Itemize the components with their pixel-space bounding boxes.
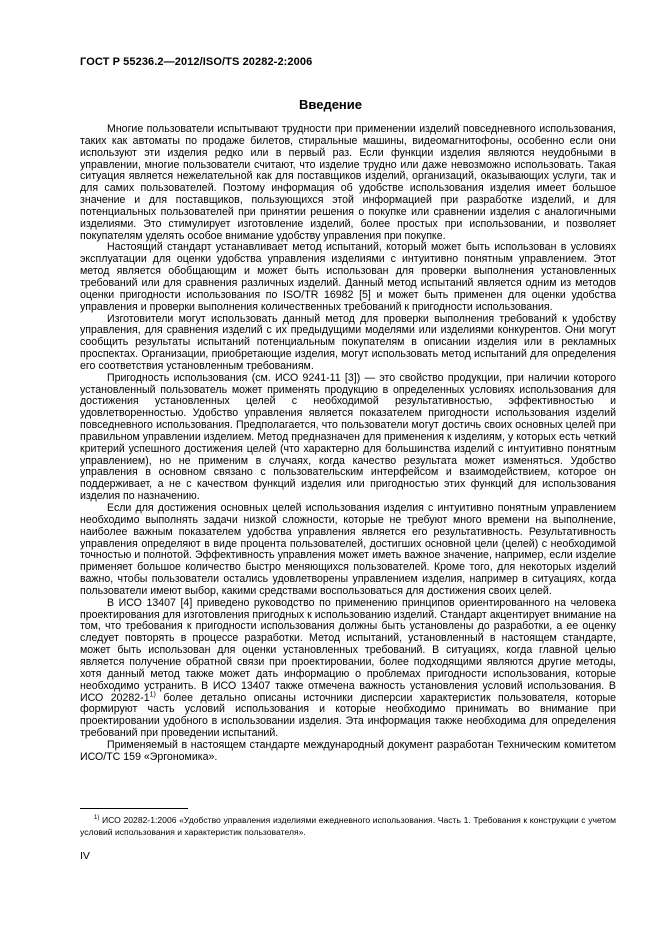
section-title: Введение <box>299 97 362 112</box>
footnote-divider <box>80 808 188 809</box>
document-header: ГОСТ Р 55236.2—2012/ISO/TS 20282-2:2006 <box>80 56 313 68</box>
paragraph: Настоящий стандарт устанавливает метод испытаний, который может быть использован в условиях эксплуатации для оценки удобства управления изделиями с интуитивно понятным управлением. Этот метод является обобщающим и может быть использован для проверки выполнения установленных требований или для сравнения различных изделий. Данный метод испытаний является одним из методов оценки пригодности использования по ISO/TR 16982 [5] и может быть применен для оценки удобства управления и проверки выполнения количественных требований к пригодности использования. <box>80 241 616 313</box>
footnote-text: ИСО 20282-1:2006 «Удобство управления изделиями ежедневного использования. Часть 1. Требования к конструкции с учетом условий использования и характеристик пользователя». <box>80 815 616 837</box>
page-number: IV <box>80 850 90 862</box>
paragraph-text: В ИСО 13407 [4] приведено руководство по применению принципов ориентированного на человека проектирования для изготовления пригодных к использованию изделий. Стандарт акцентирует внимание на том, что требования к пригодности использования должны быть установлены до разработки, а ее оценку следует повторять в процессе разработки. Метод испытаний, установленный в настоящем стандарте, может быть использован для оценки установленных требований. В ситуациях, когда главной целью является получение обратной связи при проектировании, более подходящими являются другие методы, хотя данный метод также может дать информацию о проблемах пригодности использования, которые необходимо устранить. В ИСО 13407 также отмечена важность установления условий использования. В ИСО 20282-1 <box>80 596 616 704</box>
paragraph: Изготовители могут использовать данный метод для проверки выполнения требований к удобству управления, для сравнения изделий с их предыдущими моделями или изделиями конкурентов. Они могут сообщить результаты испытаний потенциальным покупателям в описании изделия или в рекламных проспектах. Организации, приобретающие изделия, могут использовать метод испытаний для определения его соответствия установленным требованиям. <box>80 312 616 372</box>
paragraph-text: более детально описаны источники дисперсии характеристик пользователя, которые формируют часть условий использования и которые необходимо принимать во внимание при проектировании удобного в использовании изделия. Эта информация также необходима для определения требований при проведении испытаний. <box>80 691 616 740</box>
paragraph: Применяемый в настоящем стандарте международный документ разработан Техническим комитетом ИСО/ТС 159 «Эргономика». <box>80 738 616 763</box>
footnote-marker: 1) <box>94 815 100 822</box>
footnote-body <box>80 815 616 838</box>
footnote-reference[interactable]: 1) <box>149 690 156 698</box>
body-text <box>80 124 616 764</box>
paragraph: Если для достижения основных целей использования изделия с интуитивно понятным управлением необходимо выполнять задачи низкой сложности, которые не требуют много времени на выполнение, наиболее важным показателем удобства управления является его результативность. Результативность управления определяют в виде процента пользователей, достигших основной цели (целей) с необходимой точностью и полнотой. Эффективность управления может иметь важное значение, например, если изделие применяет большое количество быстро меняющихся пользователей. Кроме того, для некоторых изделий важно, чтобы пользователи остались удовлетворены управлением изделия, например в ситуациях, когда пользователи имеют выбор, какими средствами воспользоваться для достижения своих целей. <box>80 502 616 597</box>
footnote <box>80 815 616 838</box>
paragraph: Пригодность использования (см. ИСО 9241-11 [3]) — это свойство продукции, при наличии которого установленный пользователь может применять продукцию в определенных условиях использования для достижения установленных целей с необходимой результативностью, эффективностью и удовлетворенностью. Удобство управления является показателем пригодности использования изделий повседневного использования. Предполагается, что пользователи могут достичь своих основных целей при правильном управлении изделием. Метод предназначен для применения к изделиям, у которых есть четкий критерий успешного достижения целей (что характерно для большинства изделий с интуитивно понятным управлением), но не применим в случаях, когда качество результата может изменяться. Удобство управления в основном связано с пользовательским интерфейсом и взаимодействием, которое он поддерживает, а не с качеством функций изделия или пригодностью этих функций для использования изделия по назначению. <box>80 371 616 503</box>
paragraph-with-footnote-ref <box>80 598 616 740</box>
paragraph: Многие пользователи испытывают трудности при применении изделий повседневного использования, таких как автоматы по продаже билетов, стиральные машины, видеомагнитофоны, особенно если они используют эти изделия редко или в первый раз. Если функции изделия являются неудобными в управлении, многие пользователи считают, что изделие трудно или даже невозможно использовать. Такая ситуация является нежелательной как для поставщиков изделий, организаций, оказывающих услуги, так и для самих пользователей. Поэтому информация об удобстве использования изделия имеет большое значение и для поставщиков, пользующихся этой информацией при разработке изделий, и для потенциальных пользователей при принятии решения о покупке или сравнении изделия с аналогичными изделиями. Это стимулирует изготовление изделий, более простых при использовании, и позволяет покупателям уделять особое внимание удобству управления при покупке. <box>80 123 616 242</box>
